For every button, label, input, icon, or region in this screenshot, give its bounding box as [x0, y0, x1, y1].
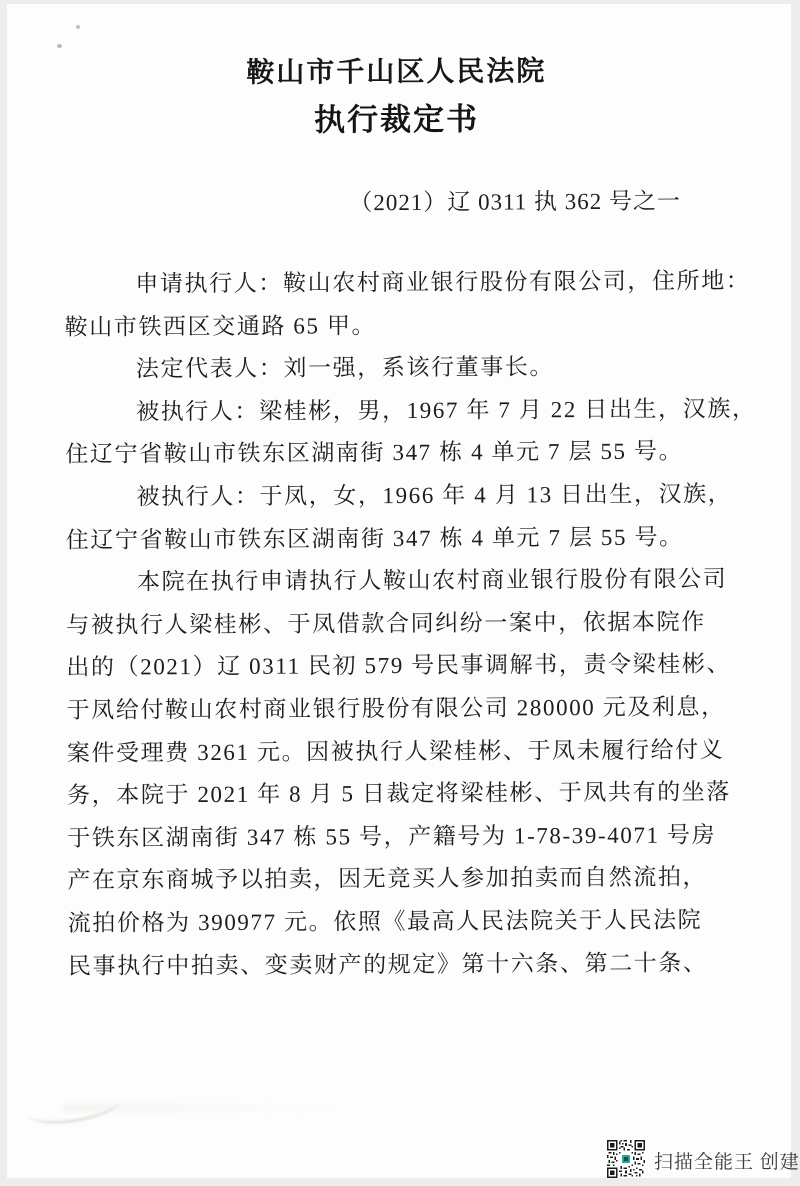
court-name: 鞍山市千山区人民法院: [246, 56, 547, 89]
scan-speck: [57, 44, 62, 48]
document-title: 执行裁定书: [313, 101, 480, 138]
watermark-label: 扫描全能王 创建: [654, 1151, 800, 1173]
document-line: 民事执行中拍卖、变卖财产的规定》第十六条、第二十条、: [67, 949, 708, 979]
document-line: 法定代表人：刘一强，系该行董事长。: [135, 354, 555, 382]
document-body: [64, 260, 757, 988]
scan-smudge: [62, 1104, 352, 1112]
document-line: 案件受理费 3261 元。因被执行人梁桂彬、于凤未履行给付义: [66, 736, 725, 766]
document-line: 务，本院于 2021 年 8 月 5 日裁定将梁桂彬、于凤共有的坐落: [67, 779, 732, 808]
camscanner-watermark: [607, 1140, 800, 1178]
document-line: 鞍山市铁西区交通路 65 甲。: [64, 312, 377, 340]
document-line: 住辽宁省鞍山市铁东区湖南街 347 栋 4 单元 7 层 55 号。: [65, 438, 684, 468]
document-line: 申请执行人：鞍山农村商业银行股份有限公司，住所地：: [135, 268, 751, 297]
scan-speck: [76, 25, 80, 29]
document-line: 于铁东区湖南街 347 栋 55 号，产籍号为 1-78-39-4071 号房: [67, 822, 717, 851]
document-line: 被执行人：于凤，女，1966 年 4 月 13 日出生，汉族，: [136, 481, 733, 510]
document-line: 被执行人：梁桂彬，男，1967 年 7 月 22 日出生，汉族，: [135, 395, 757, 425]
document-line: 出的（2021）辽 0311 民初 579 号民事调解书，责令梁桂彬、: [66, 651, 732, 681]
document-line: 产在京东商城予以拍卖，因无竞买人参加拍卖而自然流拍，: [67, 864, 708, 894]
document-line: 住辽宁省鞍山市铁东区湖南街 347 栋 4 单元 7 层 55 号。: [65, 524, 684, 553]
case-number: （2021）辽 0311 执 362 号之一: [349, 188, 682, 216]
document-line: 与被执行人梁桂彬、于凤借款合同纠纷一案中，依据本院作: [66, 609, 706, 638]
document-page: [7, 4, 800, 1178]
document-line: 本院在执行申请执行人鞍山农村商业银行股份有限公司: [136, 566, 728, 595]
document-line: 流拍价格为 390977 元。依照《最高人民法院关于人民法院: [67, 907, 703, 936]
document-content: [4, 2, 794, 1180]
document-line: 于凤给付鞍山农村商业银行股份有限公司 280000 元及利息，: [66, 694, 726, 723]
qrcode-icon: [607, 1140, 645, 1178]
